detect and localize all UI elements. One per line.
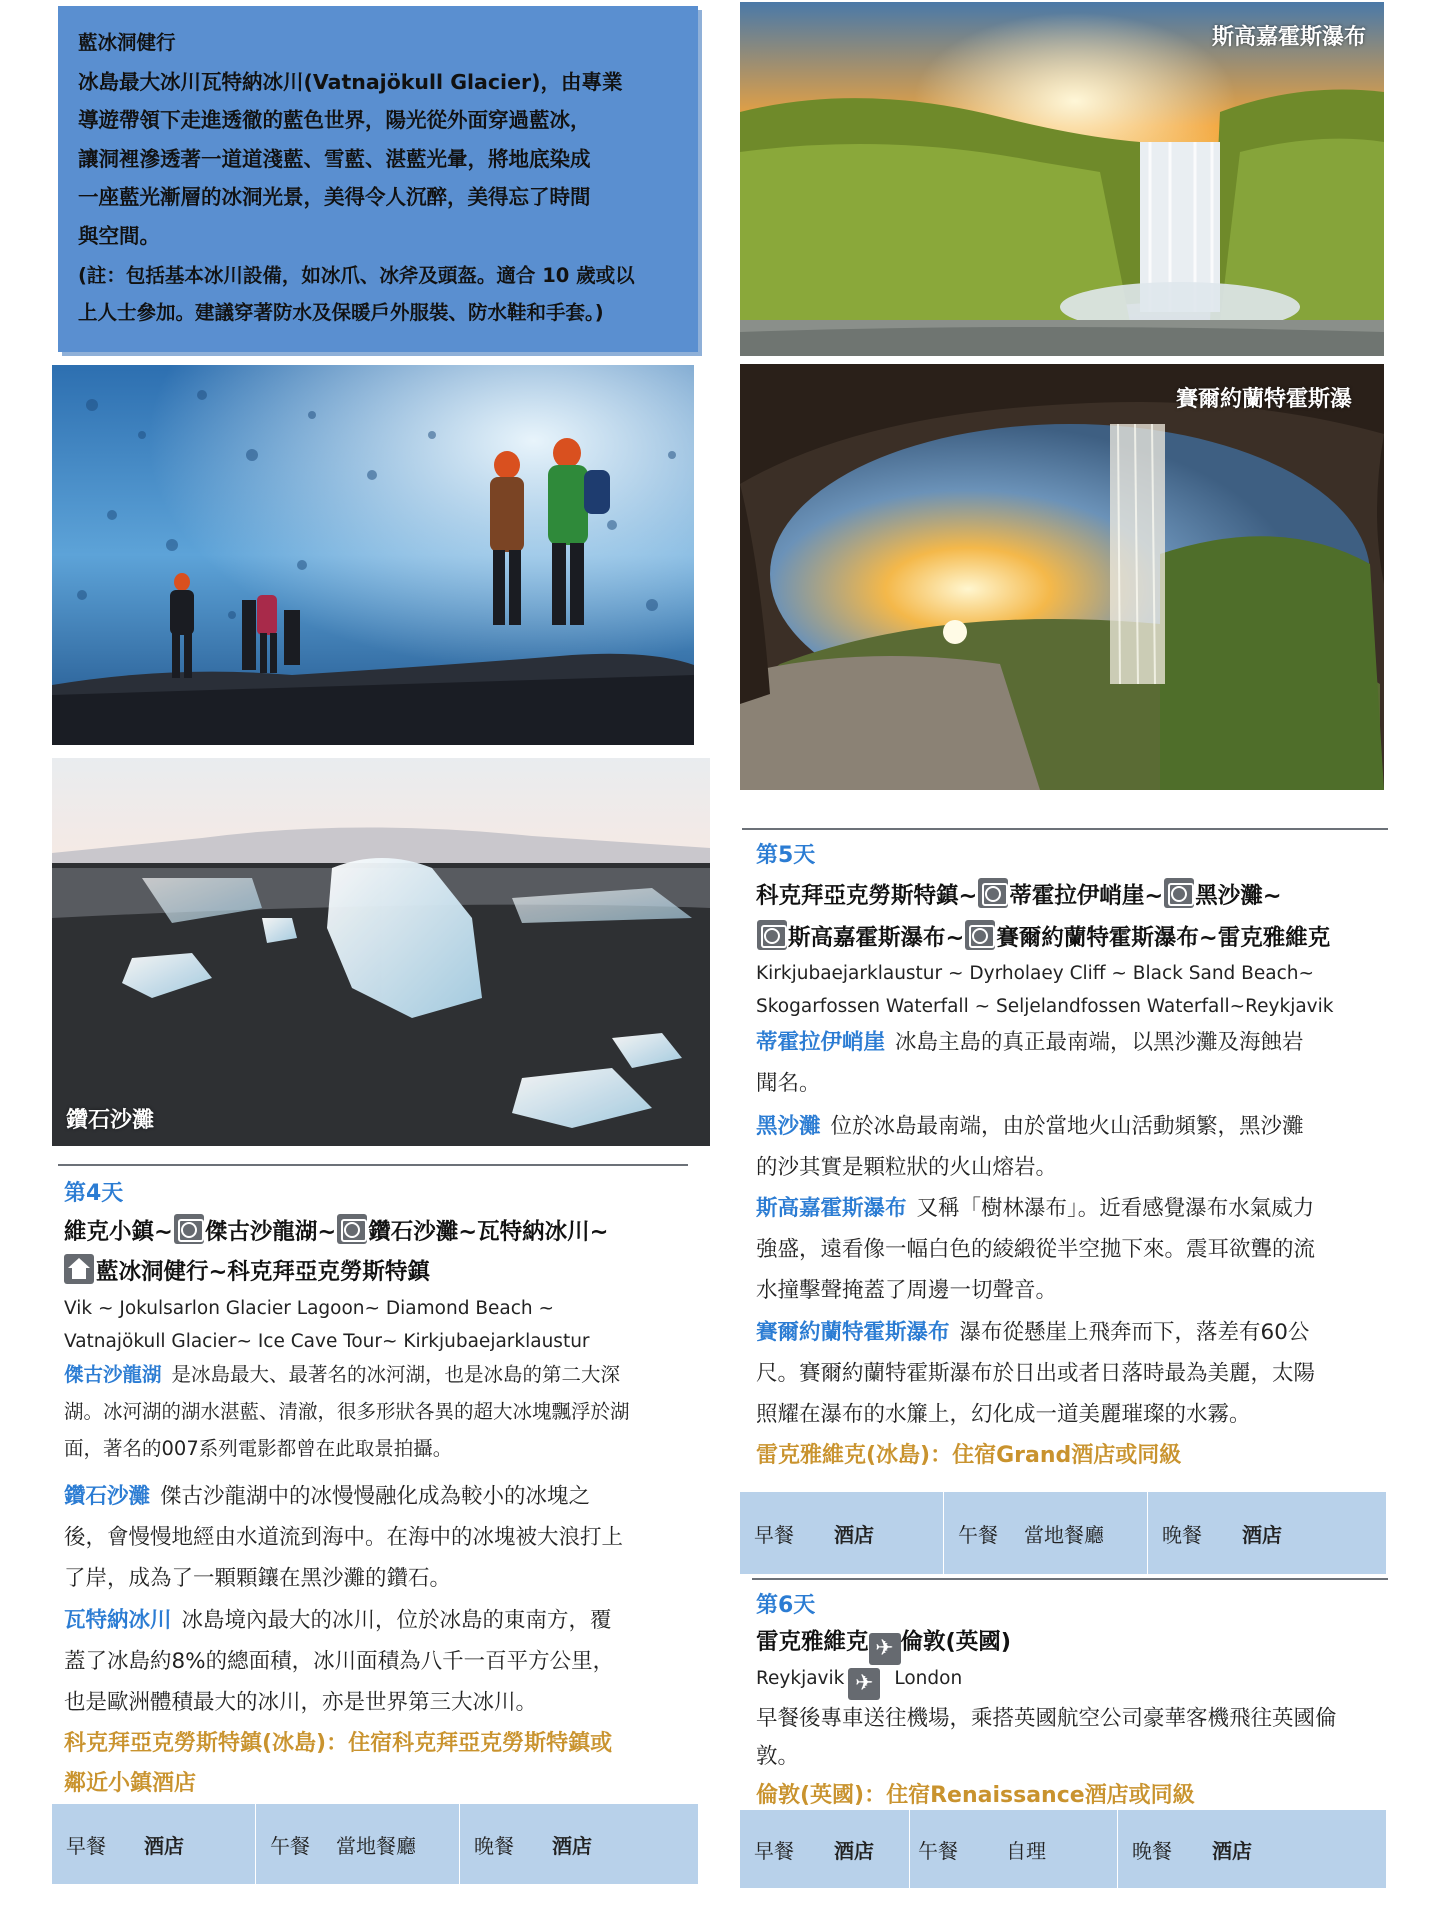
dinner-cell [1148, 1492, 1386, 1574]
meal-value: 當地餐廳 [336, 1833, 416, 1858]
hotel-line: 鄰近小鎮酒店 [64, 1771, 197, 1796]
meal-label: 早餐 [754, 1838, 794, 1863]
desc-line: 了岸，成為了一顆顆鑲在黑沙灘的鑽石。 [64, 1566, 452, 1591]
desc-line: 面，著名的007系列電影都曾在此取景拍攝。 [64, 1437, 453, 1460]
day4-route [64, 1212, 704, 1292]
english-from: Reykjavik [756, 1668, 845, 1689]
info-box-title: 藍冰洞健行 [78, 31, 176, 54]
desc-line: 傑古沙龍湖中的冰慢慢融化成為較小的冰塊之 [160, 1484, 591, 1509]
keyword: 黑沙灘 [756, 1114, 821, 1139]
route-stop: 斯高嘉霍斯瀑布~ [788, 925, 965, 951]
desc-line: 敦。 [756, 1744, 800, 1769]
camera-icon [978, 878, 1008, 908]
info-box-note-line: 上人士參加。建議穿著防水及保暖戶外服裝、防水鞋和手套。) [78, 301, 604, 324]
day5-route-line2 [756, 917, 1396, 959]
meal-value: 當地餐廳 [1024, 1522, 1104, 1547]
keyword: 斯高嘉霍斯瀑布 [756, 1196, 907, 1221]
route-stop: 鑽石沙灘~瓦特納冰川~ [368, 1219, 609, 1245]
day4-meal-table [52, 1804, 698, 1884]
desc-line: 聞名。 [756, 1071, 821, 1096]
route-stop: 維克小鎮~ [64, 1219, 173, 1245]
info-box-line: 一座藍光漸層的冰洞光景，美得令人沉醉，美得忘了時間 [78, 185, 591, 209]
breakfast-cell [740, 1492, 944, 1574]
route-stop: 賽爾約蘭特霍斯瀑布~雷克雅維克 [996, 925, 1331, 951]
meal-label: 午餐 [958, 1522, 998, 1547]
day5-meal-table [740, 1492, 1386, 1574]
day4-item-jokulsarlon [64, 1356, 704, 1467]
lunch-cell [256, 1804, 460, 1884]
day5-item-seljalandsfoss [756, 1312, 1396, 1435]
route-stop: 黑沙灘~ [1195, 883, 1282, 909]
day6-label: 第6天 [756, 1593, 816, 1618]
info-box-line: 導遊帶領下走進透徹的藍色世界，陽光從外面穿過藍冰， [78, 108, 591, 132]
keyword: 傑古沙龍湖 [64, 1363, 162, 1386]
day6-divider [752, 1578, 1388, 1580]
camera-icon [757, 920, 787, 950]
ice-cave-photo [52, 365, 694, 745]
camera-icon [174, 1214, 204, 1244]
desc-line: 也是歐洲體積最大的冰川，亦是世界第三大冰川。 [64, 1690, 538, 1715]
info-box-line: 與空間。 [78, 223, 160, 248]
day4-route-line1 [64, 1212, 704, 1252]
day4-route-line2 [64, 1252, 704, 1292]
desc-line: 的沙其實是顆粒狀的火山熔岩。 [756, 1155, 1058, 1180]
airplane-icon: ✈ [869, 1633, 901, 1665]
desc-line: 是冰島最大、最著名的冰河湖，也是冰島的第二大深 [171, 1363, 621, 1386]
meal-value: 酒店 [144, 1833, 184, 1858]
meal-label: 晚餐 [1162, 1522, 1202, 1547]
meal-value: 酒店 [552, 1833, 592, 1858]
english-line: Skogarfossen Waterfall ~ Seljelandfossen Waterfall~Reykjavik [756, 996, 1334, 1017]
meal-label: 早餐 [754, 1522, 794, 1547]
day5-item-skogafoss [756, 1188, 1396, 1311]
day4-label: 第4天 [64, 1181, 124, 1206]
meal-label: 晚餐 [1132, 1838, 1172, 1863]
day5-divider [742, 828, 1388, 830]
dinner-cell [460, 1804, 698, 1884]
day5-hotel: 雷克雅維克(冰島)：住宿Grand酒店或同級 [756, 1443, 1182, 1468]
english-line: Vik ~ Jokulsarlon Glacier Lagoon~ Diamond Beach ~ [64, 1298, 555, 1319]
day5-label: 第5天 [756, 843, 816, 868]
desc-line: 蓋了冰島約8%的總面積，冰川面積為八千一百平方公里， [64, 1649, 615, 1674]
route-stop: 科克拜亞克勞斯特鎮~ [756, 883, 978, 909]
desc-line: 強盛，遠看像一幅白色的綾緞從半空拋下來。震耳欲聾的流 [756, 1237, 1316, 1262]
dinner-cell [1118, 1810, 1386, 1888]
info-box-line: 冰島最大冰川瓦特納冰川(Vatnajökull Glacier)，由專業 [78, 69, 623, 94]
camera-icon [1164, 878, 1194, 908]
route-stop: 倫敦(英國) [900, 1629, 1012, 1655]
meal-label: 午餐 [918, 1838, 958, 1863]
desc-line: 早餐後專車送往機場，乘搭英國航空公司豪華客機飛往英國倫 [756, 1706, 1337, 1731]
route-stop: 藍冰洞健行~科克拜亞克勞斯特鎮 [96, 1259, 430, 1285]
english-line: Kirkjubaejarklaustur ~ Dyrholaey Cliff ~ Black Sand Beach~ [756, 963, 1314, 984]
day4-item-vatnajokull [64, 1600, 704, 1723]
desc-line: 位於冰島最南端，由於當地火山活動頻繁，黑沙灘 [830, 1114, 1304, 1139]
day6-hotel: 倫敦(英國)：住宿Renaissance酒店或同級 [756, 1783, 1195, 1808]
meal-label: 午餐 [270, 1833, 310, 1858]
keyword: 蒂霍拉伊峭崖 [756, 1030, 886, 1055]
keyword: 瓦特納冰川 [64, 1608, 172, 1633]
route-stop: 雷克雅維克 [756, 1629, 869, 1655]
day5-route-line1 [756, 875, 1396, 917]
english-line: Vatnajökull Glacier~ Ice Cave Tour~ Kirkjubaejarklaustur [64, 1331, 590, 1352]
route-stop: 蒂霍拉伊峭崖~ [1009, 883, 1164, 909]
day5-item-black-sand-beach [756, 1106, 1396, 1188]
house-icon [64, 1254, 94, 1284]
camera-icon [337, 1214, 367, 1244]
day4-item-diamond-beach [64, 1476, 704, 1599]
meal-label: 晚餐 [474, 1833, 514, 1858]
day4-divider [58, 1164, 688, 1166]
day6-route-english [756, 1662, 962, 1700]
meal-value: 酒店 [834, 1522, 874, 1547]
keyword: 賽爾約蘭特霍斯瀑布 [756, 1320, 950, 1345]
desc-line: 冰島境內最大的冰川，位於冰島的東南方，覆 [181, 1608, 612, 1633]
day6-description [756, 1700, 1396, 1776]
day5-route-english [756, 957, 1333, 1023]
desc-line: 冰島主島的真正最南端，以黑沙灘及海蝕岩 [895, 1030, 1304, 1055]
english-to: London [894, 1668, 963, 1689]
skogafoss-caption: 斯高嘉霍斯瀑布 [1211, 25, 1366, 50]
lunch-cell [944, 1492, 1148, 1574]
desc-line: 後，會慢慢地經由水道流到海中。在海中的冰塊被大浪打上 [64, 1525, 624, 1550]
day5-route [756, 875, 1396, 959]
day4-route-english [64, 1292, 590, 1358]
diamond-beach-photo [52, 758, 710, 1146]
desc-line: 尺。賽爾約蘭特霍斯瀑布於日出或者日落時最為美麗，太陽 [756, 1361, 1316, 1386]
info-box-note-line: (註：包括基本冰川設備，如冰爪、冰斧及頭盔。適合 10 歲或以 [78, 264, 635, 287]
seljalandsfoss-photo [740, 364, 1384, 790]
desc-line: 照耀在瀑布的水簾上，幻化成一道美麗璀璨的水霧。 [756, 1402, 1251, 1427]
day5-item-dyrholaey [756, 1022, 1396, 1104]
day6-route [756, 1622, 1011, 1665]
airplane-icon: ✈ [848, 1668, 880, 1700]
meal-value: 酒店 [1242, 1522, 1282, 1547]
desc-line: 水撞擊聲掩蓋了周邊一切聲音。 [756, 1278, 1058, 1303]
ice-cave-info-box [58, 6, 698, 352]
desc-line: 又稱「樹林瀑布」。近看感覺瀑布水氣威力 [916, 1196, 1315, 1221]
camera-icon [965, 920, 995, 950]
route-stop: 傑古沙龍湖~ [204, 1219, 337, 1245]
desc-line: 瀑布從懸崖上飛奔而下，落差有60公 [959, 1320, 1310, 1345]
info-box-line: 讓洞裡滲透著一道道淺藍、雪藍、湛藍光暈，將地底染成 [78, 146, 591, 171]
breakfast-cell [740, 1810, 910, 1888]
breakfast-cell [52, 1804, 256, 1884]
meal-value: 酒店 [834, 1838, 874, 1863]
meal-label: 早餐 [66, 1833, 106, 1858]
diamond-beach-caption: 鑽石沙灘 [66, 1108, 155, 1133]
meal-value: 自理 [1006, 1838, 1046, 1863]
skogafoss-photo [740, 2, 1384, 356]
hotel-line: 科克拜亞克勞斯特鎮(冰島)：住宿科克拜亞克勞斯特鎮或 [64, 1731, 613, 1756]
keyword: 鑽石沙灘 [64, 1484, 151, 1509]
day6-meal-table [740, 1810, 1386, 1888]
seljalandsfoss-caption: 賽爾約蘭特霍斯瀑 [1175, 387, 1352, 412]
lunch-cell [910, 1810, 1118, 1888]
day4-hotel [64, 1724, 704, 1804]
desc-line: 湖。冰河湖的湖水湛藍、清澈，很多形狀各異的超大冰塊飄浮於湖 [64, 1400, 630, 1423]
info-box-note [78, 257, 678, 331]
meal-value: 酒店 [1212, 1838, 1252, 1863]
